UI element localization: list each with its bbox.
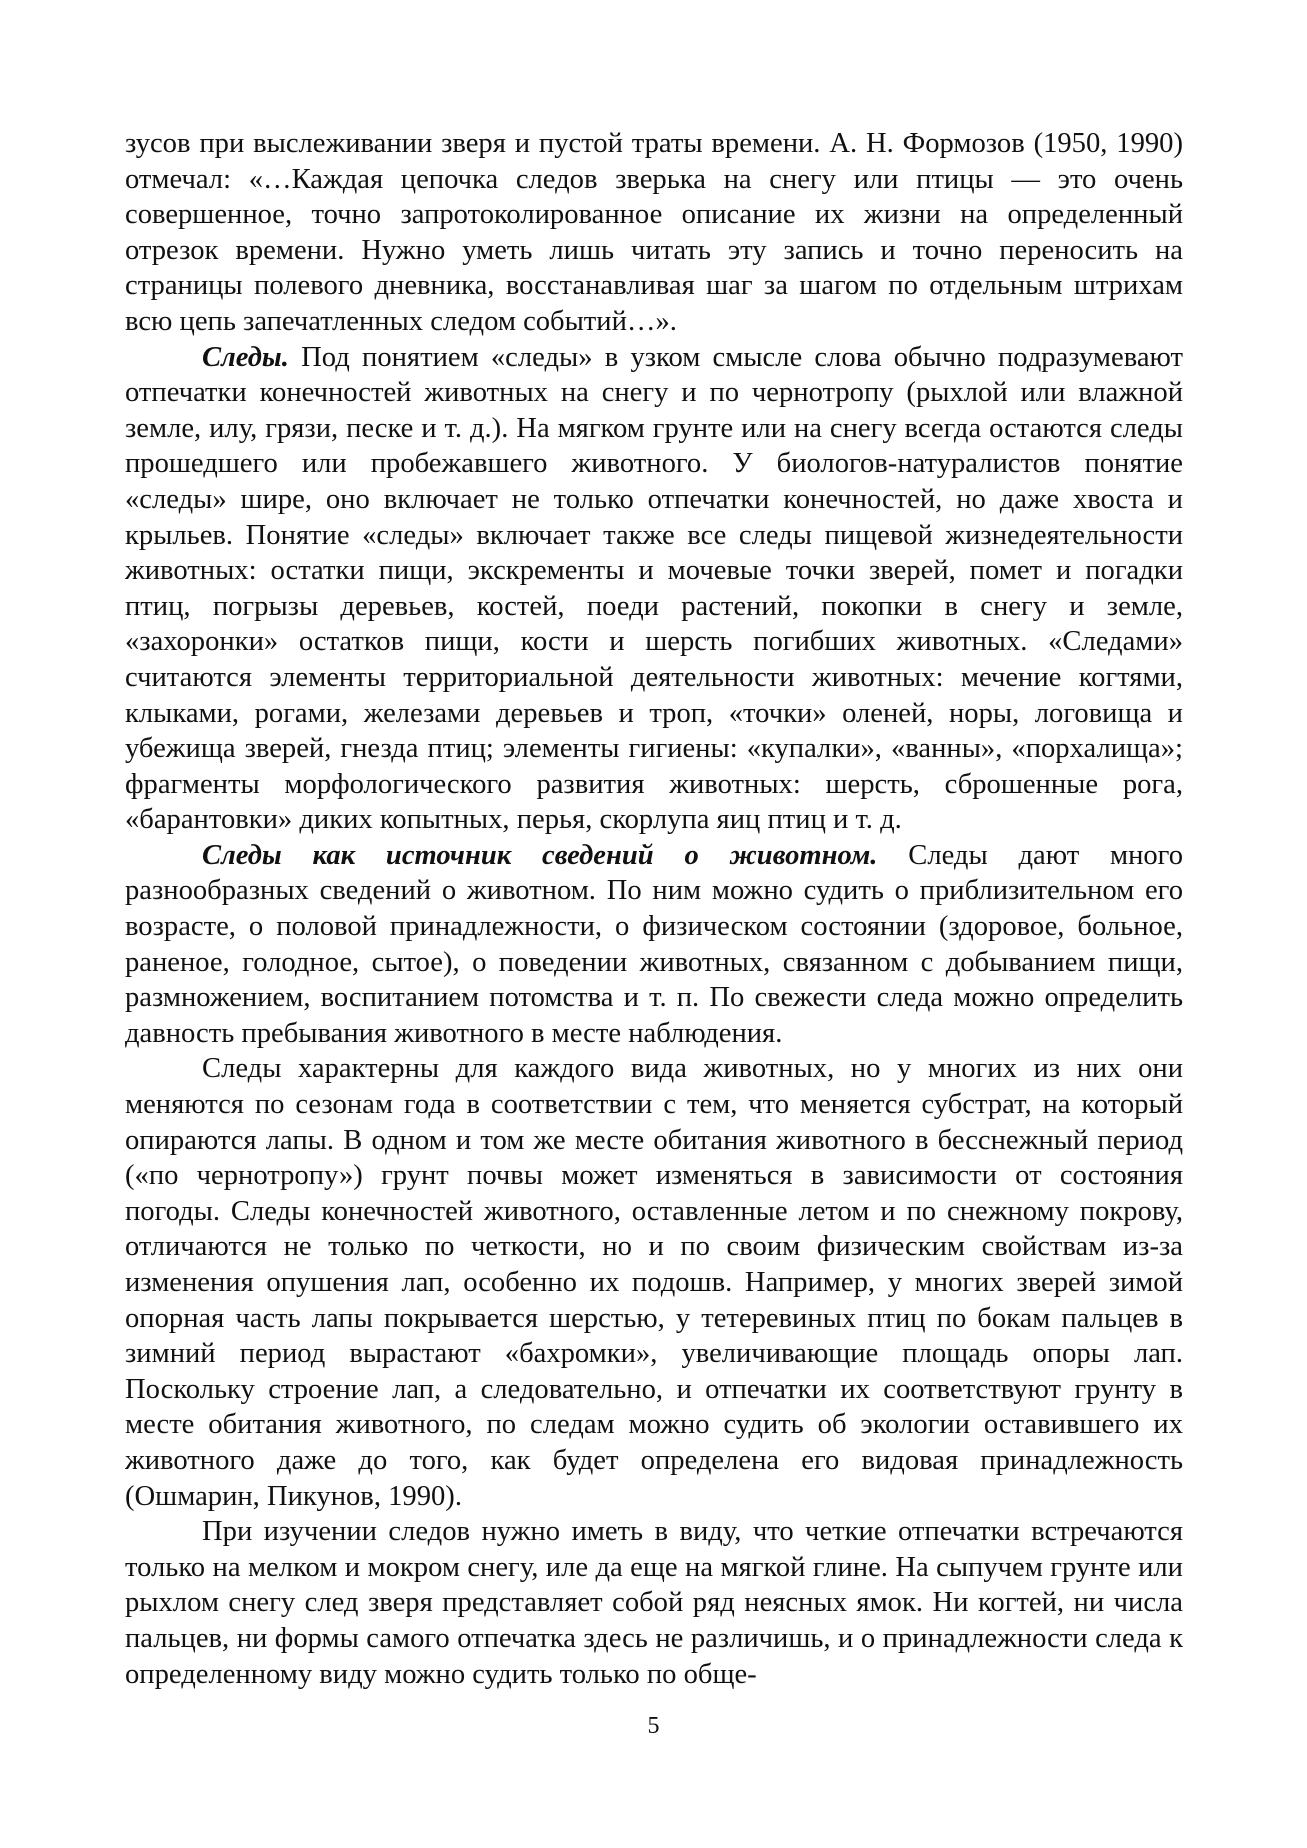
paragraph-1 <box>125 126 1183 340</box>
paragraph-2 <box>125 340 1183 838</box>
paragraph-2-lead: Следы. <box>202 341 289 373</box>
paragraph-4-text: Следы характерны для каждого вида животных, но у многих из них они меняются по сезонам года в соответствии с тем, что меняется субстрат, на который опираются лапы. В одном и том же месте обитания животного в бесснежный период («по чернотропу») грунт почвы может изменяться в зависимости от состояния погоды. Следы конечностей животного, оставленные летом и по снежному покрову, отличаются не только по четкости, но и по своим физическим свойствам из-за изменения опушения лап, особенно их подошв. Например, у многих зверей зимой опорная часть лапы покрывается шерстью, у тетеревиных птиц по бокам пальцев в зимний период вырастают «бахромки», увеличивающие площадь опоры лап. Поскольку строение лап, а следовательно, и отпечатки их соответствуют грунту в месте обитания животного, по следам можно судить об экологии оставившего их животного даже до того, как будет определена его видовая принадлежность (Ошмарин, Пикунов, 1990). <box>125 1053 1183 1512</box>
page-number: 5 <box>647 1713 660 1739</box>
paragraph-5 <box>125 1514 1183 1692</box>
paragraph-4 <box>125 1051 1183 1514</box>
paragraph-5-text: При изучении следов нужно иметь в виду, что четкие отпечатки встречаются только на мелком и мокром снегу, иле да еще на мягкой глине. На сыпучем грунте или рыхлом снегу след зверя представляет собой ряд неясных ямок. Ни когтей, ни числа пальцев, ни формы самого отпечатка здесь не различишь, и о принадлежности следа к определенному виду можно судить только по обще- <box>125 1516 1183 1690</box>
body-text <box>125 126 1183 1692</box>
paragraph-1-text: зусов при выслеживании зверя и пустой траты времени. А. Н. Формозов (1950, 1990) отмечал: «…Каждая цепочка следов зверька на снегу или птицы — это очень совершенное, точно запротоколированное описание их жизни на определенный отрезок времени. Нужно уметь лишь читать эту запись и точно переносить на страницы полевого дневника, восстанавливая шаг за шагом по отдельным штрихам всю цепь запечатленных следом событий…». <box>125 128 1183 337</box>
paragraph-3-lead: Следы как источник сведений о животном. <box>202 839 878 871</box>
page-body <box>125 126 1183 1692</box>
paragraph-3-text: Следы дают много разнообразных сведений о животном. По ним можно судить о приблизительном его возрасте, о половой принадлежности, о физическом состоянии (здоровое, больное, раненое, голодное, сытое), о поведении животных, связанном с добыванием пищи, размножением, воспитанием потомства и т. п. По свежести следа можно определить давность пребывания животного в месте наблюдения. <box>125 839 1183 1049</box>
paragraph-3 <box>125 838 1183 1052</box>
paragraph-2-text: Под понятием «следы» в узком смысле слова обычно подразумевают отпечатки конечностей животных на снегу и по чернотропу (рыхлой или влажной земле, илу, грязи, песке и т. д.). На мягком грунте или на снегу всегда остаются следы прошедшего или пробежавшего животного. У биологов-натуралистов понятие «следы» шире, оно включает не только отпечатки конечностей, но даже хвоста и крыльев. Понятие «следы» включает также все следы пищевой жизнедеятельности животных: остатки пищи, экскременты и мочевые точки зверей, помет и погадки птиц, погрызы деревьев, костей, поеди растений, покопки в снегу и земле, «захоронки» остатков пищи, кости и шерсть погибших животных. «Следами» считаются элементы территориальной деятельности животных: мечение когтями, клыками, рогами, железами деревьев и троп, «точки» оленей, норы, логовища и убежища зверей, гнезда птиц; элементы гигиены: «купалки», «ванны», «порхалища»; фрагменты морфологического развития животных: шерсть, сброшенные рога, «барантовки» диких копытных, перья, скорлупа яиц птиц и т. д. <box>125 341 1183 836</box>
